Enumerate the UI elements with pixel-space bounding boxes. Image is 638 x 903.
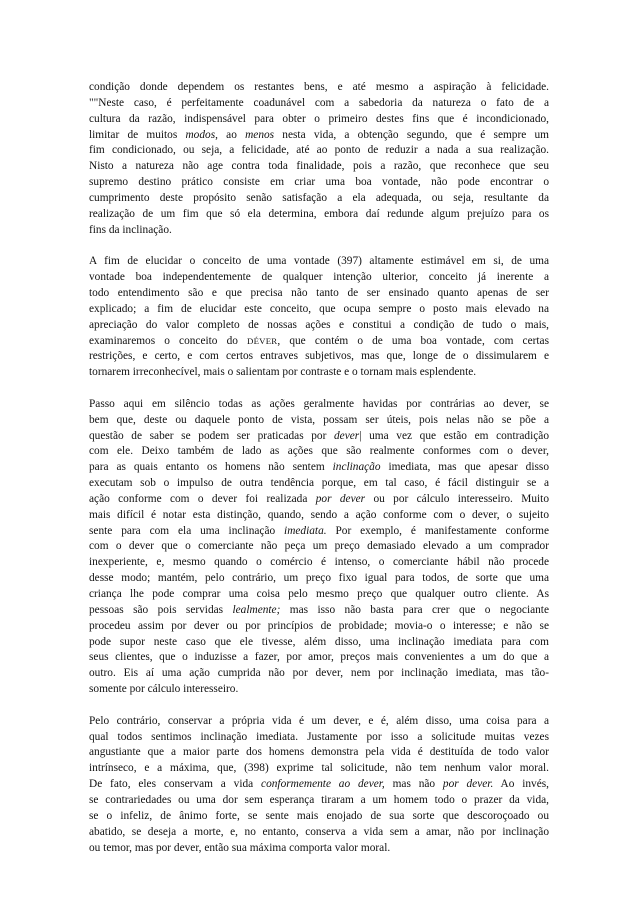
text-line xyxy=(89,397,549,413)
text-run: apreciação do valor completo de nossas ações e constitui a condição de tudo o mais, xyxy=(89,318,549,331)
text-line xyxy=(89,524,549,540)
italic-run: imediata. xyxy=(284,524,327,537)
text-run: mais difícil é notar esta distinção, quando, sendo a ação conforme com o dever, o sujeito xyxy=(89,508,549,521)
text-run: A fim de elucidar o conceito de uma vontade (397) altamente estimável em si, de uma xyxy=(89,255,549,268)
text-line xyxy=(89,730,549,746)
paragraph xyxy=(89,254,549,381)
text-line xyxy=(89,841,549,857)
text-run: , que contém o de uma boa vontade, com certas xyxy=(277,334,550,347)
text-run: realização de um fim que só ela determina, embora daí redunde algum prejuízo para os xyxy=(89,207,549,220)
text-line xyxy=(89,349,549,365)
text-run: angustiante que a maior parte dos homens demonstra pela vida é destituída de todo valor xyxy=(89,746,549,759)
text-run: nesta vida, a obtenção segundo, que é sempre um xyxy=(274,128,549,141)
text-line xyxy=(89,508,549,524)
document-page xyxy=(89,80,549,856)
text-run: intrínseco, e a máxima, que, (398) exprime tal solicitude, não tem nenhum valor moral. xyxy=(89,762,549,775)
text-line xyxy=(89,143,549,159)
text-line xyxy=(89,270,549,286)
italic-run: por dever. xyxy=(442,778,494,791)
text-line xyxy=(89,777,549,793)
text-line xyxy=(89,682,549,698)
text-run: , ao xyxy=(215,128,246,141)
text-run: qual todos sentimos inclinação imediata. Justamente por isso a solicitude muitas vezes xyxy=(89,730,549,743)
text-line xyxy=(89,207,549,223)
text-run: vontade boa independentemente de qualquer intenção ulterior, conceito já inerente a xyxy=(89,271,549,284)
text-line xyxy=(89,286,549,302)
text-run: com ele. Deixo também de lado as ações que são realmente conformes com o dever, xyxy=(89,445,549,458)
text-run: todo entendimento são e que precisa não tanto de ser ensinado quanto apenas de ser xyxy=(89,286,549,299)
text-line xyxy=(89,159,549,175)
text-run: examinaremos o conceito do xyxy=(89,334,248,347)
text-line xyxy=(89,714,549,730)
text-line xyxy=(89,761,549,777)
italic-run: por dever xyxy=(315,492,366,505)
text-run: procedeu assim por dever ou por princípios de probidade; movia-o o interesse; e não se xyxy=(89,619,549,632)
text-run: abatido, se deseja a morte, e, no entanto, conserva a vida sem a amar, não por inclinação xyxy=(89,825,549,838)
italic-run: modos xyxy=(185,128,216,141)
text-run: se contrariedades ou uma dor sem esperança tiraram a um homem todo o prazer da vida, xyxy=(89,793,549,806)
paragraph xyxy=(89,80,549,238)
text-line xyxy=(89,429,549,445)
text-run: cumprimento deste propósito senão satisfação a ela adequada, ou seja, resultante da xyxy=(89,191,549,204)
text-run: criança lhe pode comprar uma coisa pelo mesmo preço que qualquer outro cliente. As xyxy=(89,588,549,600)
text-run: fim condicionado, ou seja, a felicidade, até ao ponto de reduzir a nada a sua realização. xyxy=(89,144,549,157)
text-line xyxy=(89,318,549,334)
italic-run: lealmente; xyxy=(232,603,281,616)
text-run: seus clientes, que o induzisse a fazer, por amor, preços mais convenientes a um do que a xyxy=(89,651,549,664)
text-line xyxy=(89,460,549,476)
text-line xyxy=(89,793,549,809)
text-run: executam sob o impulso de outra tendência porque, em tal caso, é fácil distinguir se a xyxy=(89,477,549,490)
italic-run: inclinação xyxy=(332,461,381,474)
text-run: questão de saber se podem ser praticadas por xyxy=(89,429,334,442)
text-line xyxy=(89,825,549,841)
text-line xyxy=(89,555,549,571)
small-caps-run: DÉVER xyxy=(247,335,278,346)
text-line xyxy=(89,80,549,96)
text-run: somente por cálculo interesseiro. xyxy=(89,683,239,696)
text-run: sente para com ela uma inclinação xyxy=(89,524,285,537)
text-line xyxy=(89,365,549,381)
text-line xyxy=(89,539,549,555)
italic-run: conformemente ao dever, xyxy=(261,778,385,791)
text-run: Pelo contrário, conservar a própria vida é um dever, e é, além disso, uma coisa para a xyxy=(89,714,549,727)
text-run: condição donde dependem os restantes bens, e até mesmo a aspiração à felicidade. xyxy=(89,81,549,93)
paragraph xyxy=(89,714,549,857)
text-run: se o infeliz, de ânimo forte, se sente mais enojado de sua sorte que descoroçoado ou xyxy=(89,809,549,822)
text-run: mas isso não basta para crer que o negociante xyxy=(280,603,549,616)
text-line xyxy=(89,254,549,270)
text-line xyxy=(89,191,549,207)
text-run: com o dever que o comerciante não peça um preço demasiado elevado a um comprador xyxy=(89,540,549,553)
text-line xyxy=(89,413,549,429)
text-run: cultura da razão, indispensável para obter o primeiro destes fins que é incondicionado, xyxy=(89,112,549,125)
text-run: inexperiente, e, mesmo quando o comércio é intenso, o comerciante hábil não procede xyxy=(89,556,549,569)
text-run: Ao invés, xyxy=(493,778,549,791)
text-line xyxy=(89,809,549,825)
text-line xyxy=(89,444,549,460)
text-run: pode supor neste caso que ele tivesse, além disso, uma inclinação imediata para com xyxy=(89,635,549,648)
text-line xyxy=(89,334,549,350)
text-line xyxy=(89,650,549,666)
text-run: ou temor, mas por dever, então sua máxima comporta valor moral. xyxy=(89,841,391,854)
italic-run: menos xyxy=(245,128,275,141)
text-line xyxy=(89,96,549,112)
text-run: fins da inclinação. xyxy=(89,223,172,236)
text-line xyxy=(89,745,549,761)
text-line xyxy=(89,112,549,128)
text-line xyxy=(89,476,549,492)
text-run: De fato, eles conservam a vida xyxy=(89,778,262,791)
text-run: ou por cálculo interesseiro. Muito xyxy=(365,492,549,505)
text-run: Nisto a natureza não age contra toda finalidade, pois a razão, que reconhece que seu xyxy=(89,160,549,173)
text-run: explicado; a fim de elucidar este conceito, que ocupa sempre o posto mais elevado na xyxy=(89,302,549,315)
text-line xyxy=(89,302,549,318)
text-line xyxy=(89,619,549,635)
paragraph xyxy=(89,397,549,698)
text-run: tornarem irreconhecível, mais o salientam por contraste e o tornam mais esplendente. xyxy=(89,366,477,379)
text-run: ação conforme com o dever foi realizada xyxy=(89,492,316,505)
text-run: Por exemplo, é manifestamente conforme xyxy=(326,524,549,537)
text-run: imediata, mas que apesar disso xyxy=(380,461,549,474)
text-run: para as quais entanto os homens não sentem xyxy=(89,461,333,474)
text-line xyxy=(89,571,549,587)
text-line xyxy=(89,492,549,508)
italic-run: dever xyxy=(334,429,360,442)
text-line xyxy=(89,587,549,603)
text-run: supremo destino prático consiste em criar uma boa vontade, não pode encontrar o xyxy=(89,176,549,189)
text-run: restrições, e certo, e com certos entraves subjetivos, mas que, longe de o dissimularem e xyxy=(89,350,549,363)
text-line xyxy=(89,635,549,651)
text-line xyxy=(89,175,549,191)
text-run: pessoas são pois servidas xyxy=(89,603,233,616)
text-line xyxy=(89,223,549,239)
text-run: desse modo; mantém, pelo contrário, um preço fixo igual para todos, de sorte que uma xyxy=(89,572,549,585)
text-run: bem que, deste ou daquele ponto de vista, possam ser úteis, pois nelas não se põe a xyxy=(89,413,549,426)
text-run: outro. Eis aí uma ação cumprida não por dever, nem por inclinação imediata, mas tão- xyxy=(89,667,549,680)
text-run: mas não xyxy=(384,778,443,791)
text-run: | uma vez que estão em contradição xyxy=(359,429,549,442)
text-line xyxy=(89,666,549,682)
text-run: limitar de muitos xyxy=(89,128,186,141)
text-run: Passo aqui em silêncio todas as ações geralmente havidas por contrárias ao dever, se xyxy=(89,397,549,410)
text-run: ""Neste caso, é perfeitamente coadunável com a sabedoria da natureza o fato de a xyxy=(89,96,549,109)
text-line xyxy=(89,128,549,144)
text-line xyxy=(89,603,549,619)
